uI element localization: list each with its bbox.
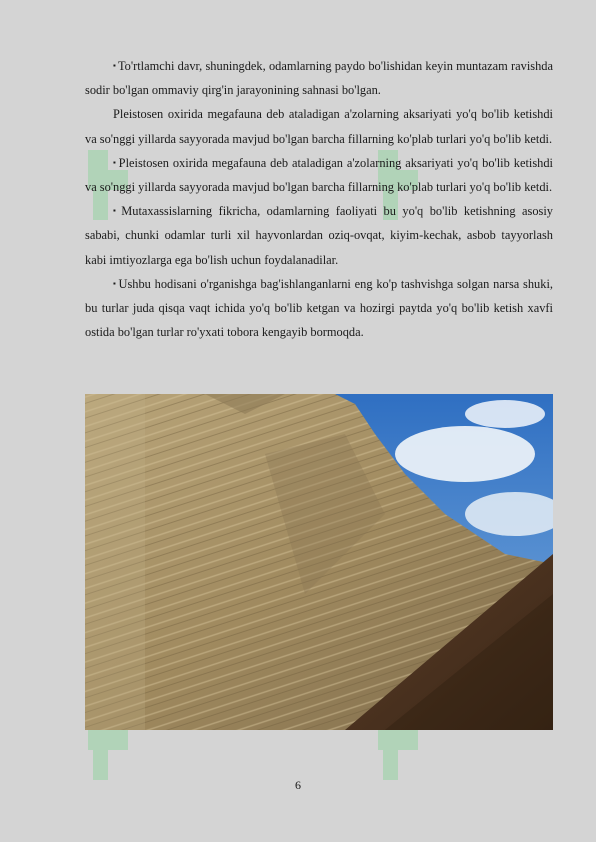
body-text — [85, 54, 553, 344]
paragraph-text: Ushbu hodisani o'rganishga bag'ishlanganlarni eng ko'p tashvishga solgan narsa shuki, bu turlar juda qisqa vaqt ichida yo'q bo'lib ketgan va hozirgi paytda yo'q bo'lib ketish xavfi ostida bo'lgan turlar ro'yxati tobora kengayib bormoqda. — [85, 276, 553, 340]
paragraph — [85, 272, 553, 345]
paragraph-text: Mutaxassislarning fikricha, odamlarning faoliyati bu yo'q bo'lib ketishning asosiy sababi, chunki odamlar turli xil hayvonlardan oziq-ovqat, kiyim-kechak, asbob tayyorlash kabi imtiyozlarga ega bo'lish uchun foydalanadilar. — [85, 204, 554, 267]
bullet-icon: ▪ — [113, 61, 116, 70]
bullet-icon: ▪ — [113, 278, 117, 288]
paragraph-text: Pleistosen oxirida megafauna deb ataladigan a'zolarning aksariyati yo'q bo'lib ketishdi va so'nggi yillarda sayyorada mavjud bo'lgan barcha fillarning ko'plab turlari yo'q bo'lib ketdi. — [85, 155, 553, 195]
paragraph — [85, 151, 553, 199]
paragraph — [85, 54, 553, 102]
paragraph — [85, 102, 553, 150]
paragraph-text: Pleistosen oxirida megafauna deb ataladigan a'zolarning aksariyati yo'q bo'lib ketishdi va so'nggi yillarda sayyorada mavjud bo'lgan barcha fillarning ko'plab turlari yo'q bo'lib ketdi. — [85, 107, 553, 146]
bullet-icon: ▪ — [113, 206, 120, 216]
page-number: 6 — [295, 778, 301, 792]
mountain-photo — [85, 394, 553, 730]
bullet-icon: ▪ — [113, 157, 117, 167]
paragraph-text: To'rtlamchi davr, shuningdek, odamlarning paydo bo'lishidan keyin muntazam ravishda sodir bo'lgan ommaviy qirg'in jarayonining sahnasi bo'lgan. — [85, 59, 554, 98]
mountain-illustration — [85, 394, 553, 730]
paragraph — [85, 199, 553, 272]
